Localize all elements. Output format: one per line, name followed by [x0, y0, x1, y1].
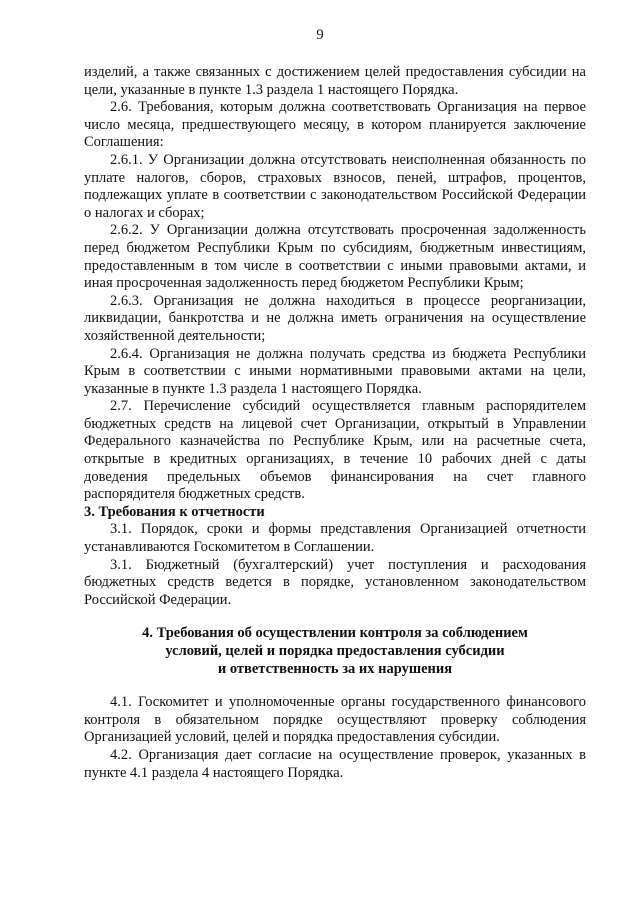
paragraph-4-1: 4.1. Госкомитет и уполномоченные органы государственного финансового контроля в обязательном порядке осуществляют проверку соблюдения Организацией условий, целей и порядка предоставления субсидии.	[84, 694, 586, 746]
section-4-heading-line-2: условий, целей и порядка предоставления субсидии	[165, 643, 505, 659]
paragraph-continuation: изделий, а также связанных с достижением целей предоставления субсидии на цели, указанные в пункте 1.3 раздела 1 настоящего Порядка.	[84, 64, 586, 98]
paragraph-2-7: 2.7. Перечисление субсидий осуществляется главным распорядителем бюджетных средств на лицевой счет Организации, открытый в Управлении Федерального казначейства по Республике Крым, или на расчетные счета, открытые в кредитных организациях, в течение 10 рабочих дней с даты доведения предельных объемов финансирования на счет главного распорядителя бюджетных средств.	[84, 398, 586, 503]
paragraph-2-6-4: 2.6.4. Организация не должна получать средства из бюджета Республики Крым в соответствии с иными нормативными правовыми актами на цели, указанные в пункте 1.3 раздела 1 настоящего Порядка.	[84, 345, 586, 397]
paragraph-3-1: 3.1. Порядок, сроки и формы представления Организацией отчетности устанавливаются Госкомитетом в Соглашении.	[84, 521, 586, 556]
section-4-heading	[84, 625, 586, 678]
section-3-heading: 3. Требования к отчетности	[84, 503, 265, 520]
paragraph-3-1-b: 3.1. Бюджетный (бухгалтерский) учет поступления и расходования бюджетных средств ведется в порядке, установленном законодательством Российской Федерации.	[84, 556, 586, 608]
paragraph-2-6: 2.6. Требования, которым должна соответствовать Организация на первое число месяца, предшествующего месяцу, в котором планируется заключение Соглашения:	[84, 99, 586, 151]
section-4-heading-line-3: и ответственность за их нарушения	[217, 660, 453, 677]
section-4-heading-line-1: 4. Требования об осуществлении контроля за соблюдением	[142, 625, 528, 642]
page-number: 9	[316, 27, 324, 43]
paragraph-2-6-3: 2.6.3. Организация не должна находиться в процессе реорганизации, ликвидации, банкротства и не должна иметь ограничения на осуществление хозяйственной деятельности;	[84, 292, 586, 344]
document-body	[84, 64, 586, 782]
paragraph-4-2: 4.2. Организация дает согласие на осуществление проверок, указанных в пункте 4.1 раздела 4 настоящего Порядка.	[84, 746, 586, 781]
paragraph-2-6-2: 2.6.2. У Организации должна отсутствовать просроченная задолженность перед бюджетом Республики Крым по субсидиям, бюджетным инвестициям, предоставленным в том числе в соответствии с иными правовыми актами, и иная просроченная задолженность перед бюджетом Республики Крым;	[84, 222, 586, 292]
paragraph-2-6-1: 2.6.1. У Организации должна отсутствовать неисполненная обязанность по уплате налогов, сборов, страховых взносов, пеней, штрафов, процентов, подлежащих уплате в соответствии с законодательством Российской Федерации о налогах и сборах;	[84, 151, 586, 221]
